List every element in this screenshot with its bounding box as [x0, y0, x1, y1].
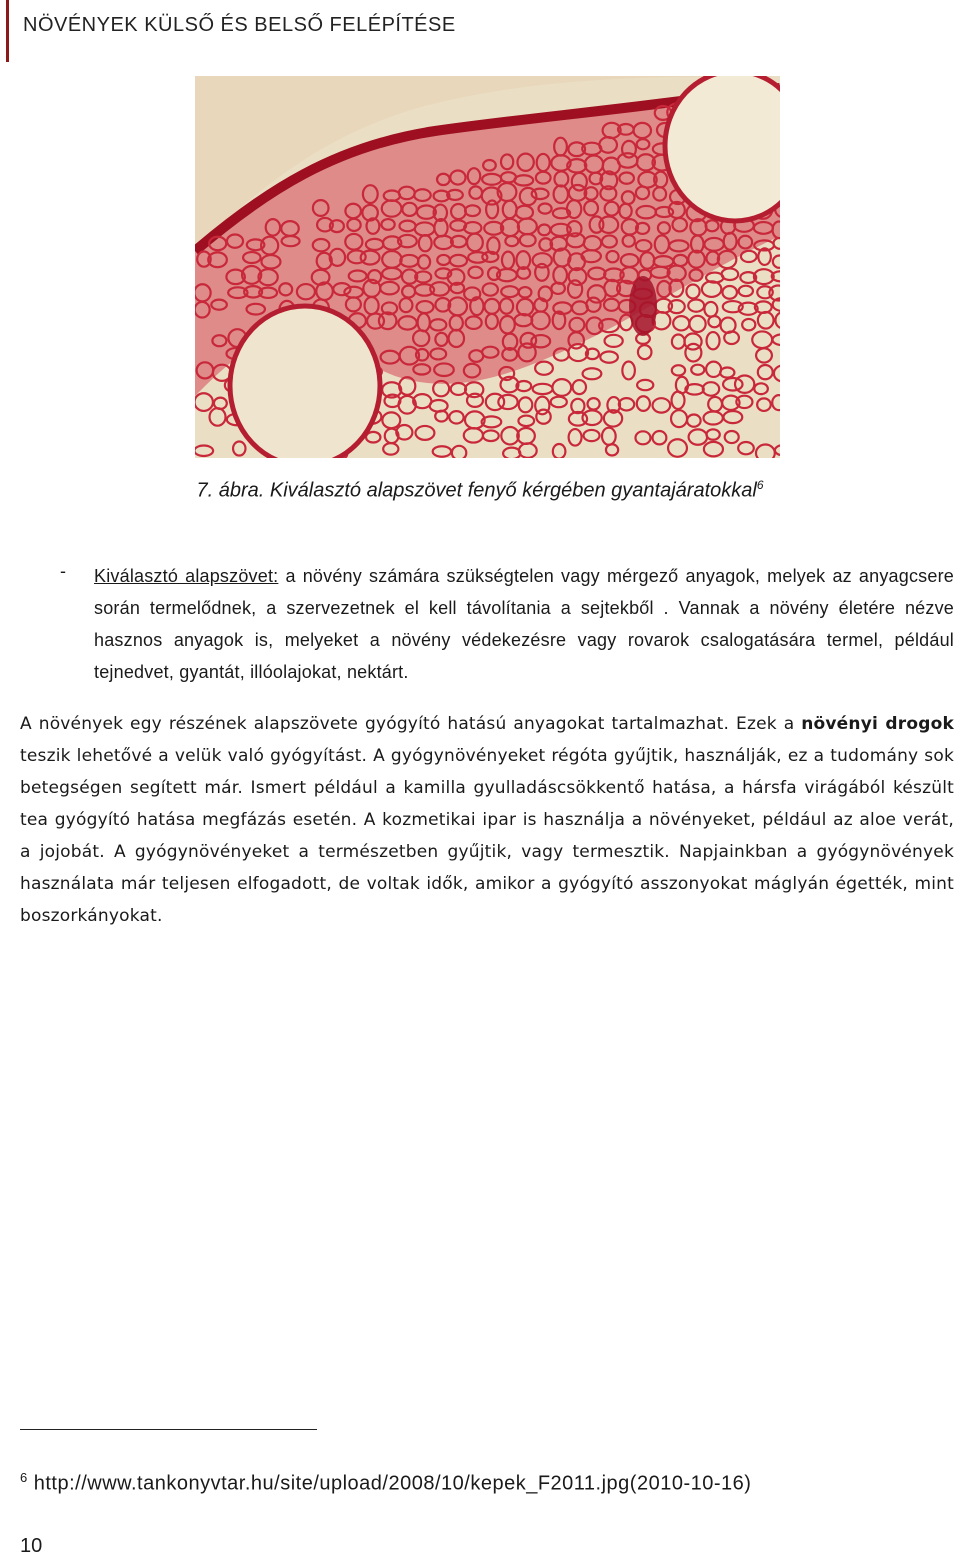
- page-number: 10: [20, 1535, 43, 1557]
- footnote: [20, 1470, 751, 1496]
- footnote-number: 6: [20, 1470, 28, 1485]
- bullet-item: [94, 560, 954, 688]
- footnote-reference[interactable]: 6: [756, 478, 764, 492]
- figure-caption: [0, 478, 960, 503]
- footnote-link[interactable]: http://www.tankonyvtar.hu/site/upload/2008/10/kepek_F2011.jpg(2010-10-16): [33, 1472, 752, 1495]
- bullet-term: Kiválasztó alapszövet:: [94, 566, 279, 586]
- bullet-body: a növény számára szükségtelen vagy mérgező anyagok, melyek az anyagcsere során termelődnek, a szervezetnek el kell távolítania a sejtekből . Vannak a növény életére nézve hasznos anyagok is, melyeket a növény védekezésre vagy rovarok csalogatására termel, például tejnedvet, gyantát, illóolajokat, nektárt.: [94, 566, 954, 682]
- paragraph-text-after: teszik lehetővé a velük való gyógyítást. A gyógynövényeket régóta gyűjtik, használják, ez a tudomány sok betegségen segített már. Ismert például a kamilla gyulladáscsökkentő hatása, a hársfa virágából készült tea gyógyító hatása megfázás esetén. A kozmetikai ipar is használja a növényeket, például az aloe verát, a jojobát. A gyógynövényeket a természetben gyűjtik, vagy termesztik. Napjainkban a gyógynövények használata már teljesen elfogadott, de voltak idők, amikor a gyógyító asszonyokat máglyán égették, mint boszorkányokat.: [20, 746, 954, 926]
- body-paragraph: [20, 708, 954, 932]
- figure-micrograph: [195, 76, 780, 458]
- tissue-micrograph-image: [195, 76, 780, 458]
- figure-caption-text: 7. ábra. Kiválasztó alapszövet fenyő kérgében gyantajáratokkal: [196, 479, 757, 502]
- page-header: [6, 0, 957, 62]
- header-title: NÖVÉNYEK KÜLSŐ ÉS BELSŐ FELÉPÍTÉSE: [23, 14, 456, 36]
- paragraph-text-before: A növények egy részének alapszövete gyógyító hatású anyagokat tartalmazhat. Ezek a: [20, 714, 802, 734]
- footnote-divider: [20, 1429, 317, 1430]
- paragraph-bold-term: növényi drogok: [801, 714, 954, 734]
- bullet-dash: -: [60, 561, 66, 581]
